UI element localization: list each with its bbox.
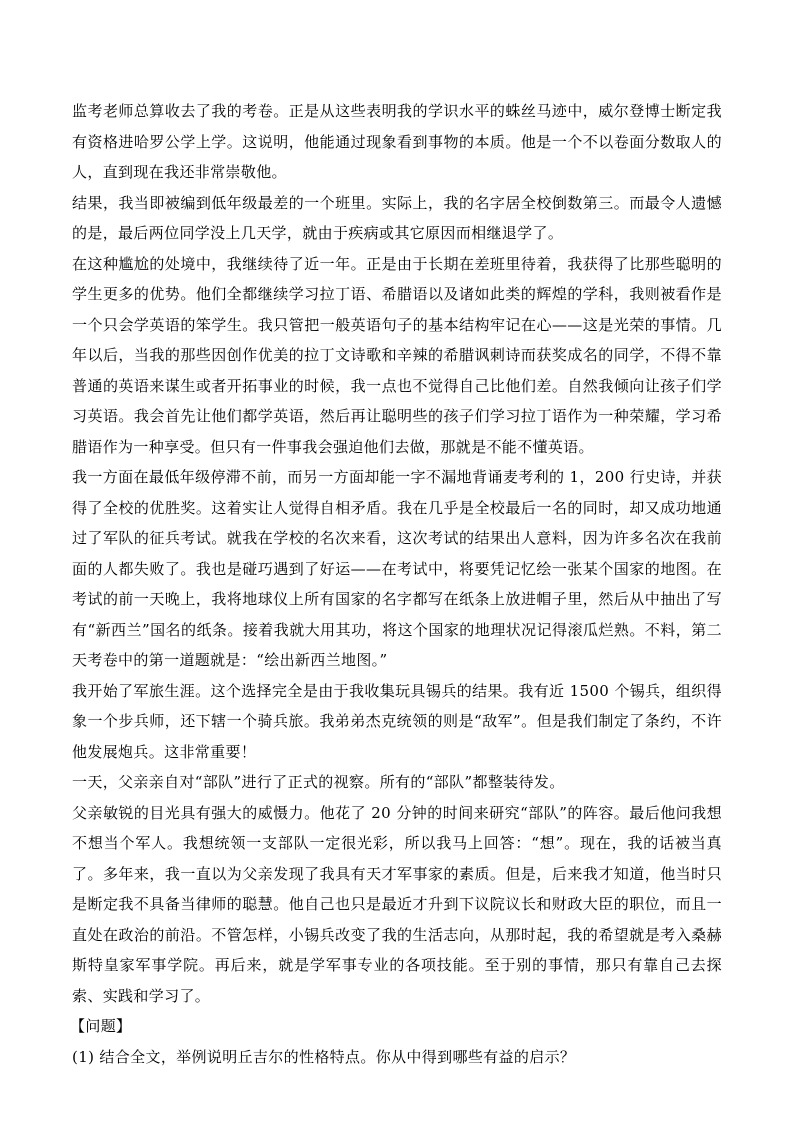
paragraph: 我开始了军旅生涯。这个选择完全是由于我收集玩具锡兵的结果。我有近 1500 个锡兵，组织得象一个步兵师，还下辖一个骑兵旅。我弟弟杰克统领的则是“敌军”。但是我们制定了条约，不许他发展炮兵。这非常重要！ [72, 681, 722, 761]
question-text: (1) 结合全文，举例说明丘吉尔的性格特点。你从中得到哪些有益的启示？ [72, 1047, 576, 1066]
paragraph: 监考老师总算收去了我的考卷。正是从这些表明我的学识水平的蛛丝马迹中，威尔登博士断定我有资格进哈罗公学上学。这说明，他能通过现象看到事物的本质。他是一个不以卷面分数取人的人，直到现在我还非常崇敬他。 [72, 102, 722, 181]
paragraph: 父亲敏锐的目光具有强大的威慑力。他花了 20 分钟的时间来研究“部队”的阵容。最后他问我想不想当个军人。我想统领一支部队一定很光彩，所以我马上回答：“想”。现在，我的话被当真了。多年来，我一直以为父亲发现了我具有天才军事家的素质。但是，后来我才知道，他当时只是断定我不具备当律师的聪慧。他自己也只是最近才升到下议院议长和财政大臣的职位，而且一直处在政治的前沿。不管怎样，小锡兵改变了我的生活志向，从那时起，我的希望就是考入桑赫斯特皇家军事学院。再后来，就是学军事专业的各项技能。至于别的事情，那只有靠自己去探索、实践和学习了。 [72, 803, 722, 1005]
paragraph: 一天，父亲亲自对“部队”进行了正式的视察。所有的“部队”都整装待发。 [72, 773, 565, 791]
paragraph: 在这种尴尬的处境中，我继续待了近一年。正是由于长期在差班里待着，我获得了比那些聪明的学生更多的优势。他们全都继续学习拉丁语、希腊语以及诸如此类的辉煌的学科，我则被看作是一个只会学英语的笨学生。我只管把一般英语句子的基本结构牢记在心——这是光荣的事情。几年以后，当我的那些因创作优美的拉丁文诗歌和辛辣的希腊讽刺诗而获奖成名的同学，不得不靠普通的英语来谋生或者开拓事业的时候，我一点也不觉得自己比他们差。自然我倾向让孩子们学习英语。我会首先让他们都学英语，然后再让聪明些的孩子们学习拉丁语作为一种荣耀，学习希腊语作为一种享受。但只有一件事我会强迫他们去做，那就是不能不懂英语。 [72, 254, 722, 456]
document-page [72, 96, 722, 1072]
paragraph: 我一方面在最低年级停滞不前，而另一方面却能一字不漏地背诵麦考利的 1，200 行史诗，并获得了全校的优胜奖。这着实让人觉得自相矛盾。我在几乎是全校最后一名的同时，却又成功地通过了军队的征兵考试。就我在学校的名次来看，这次考试的结果出人意料，因为许多名次在我前面的人都失败了。我也是碰巧遇到了好运——在考试中，将要凭记忆绘一张某个国家的地图。在考试的前一天晚上，我将地球仪上所有国家的名字都写在纸条上放进帽子里，然后从中抽出了写有“新西兰”国名的纸条。接着我就大用其功，将这个国家的地理状况记得滚瓜烂熟。不料，第二天考卷中的第一道题就是：“绘出新西兰地图。” [72, 468, 722, 669]
section-heading: 【问题】 [70, 1017, 132, 1035]
paragraph: 结果，我当即被编到低年级最差的一个班里。实际上，我的名字居全校倒数第三。而最令人遗憾的是，最后两位同学没上几天学，就由于疾病或其它原因而相继退学了。 [72, 193, 722, 242]
